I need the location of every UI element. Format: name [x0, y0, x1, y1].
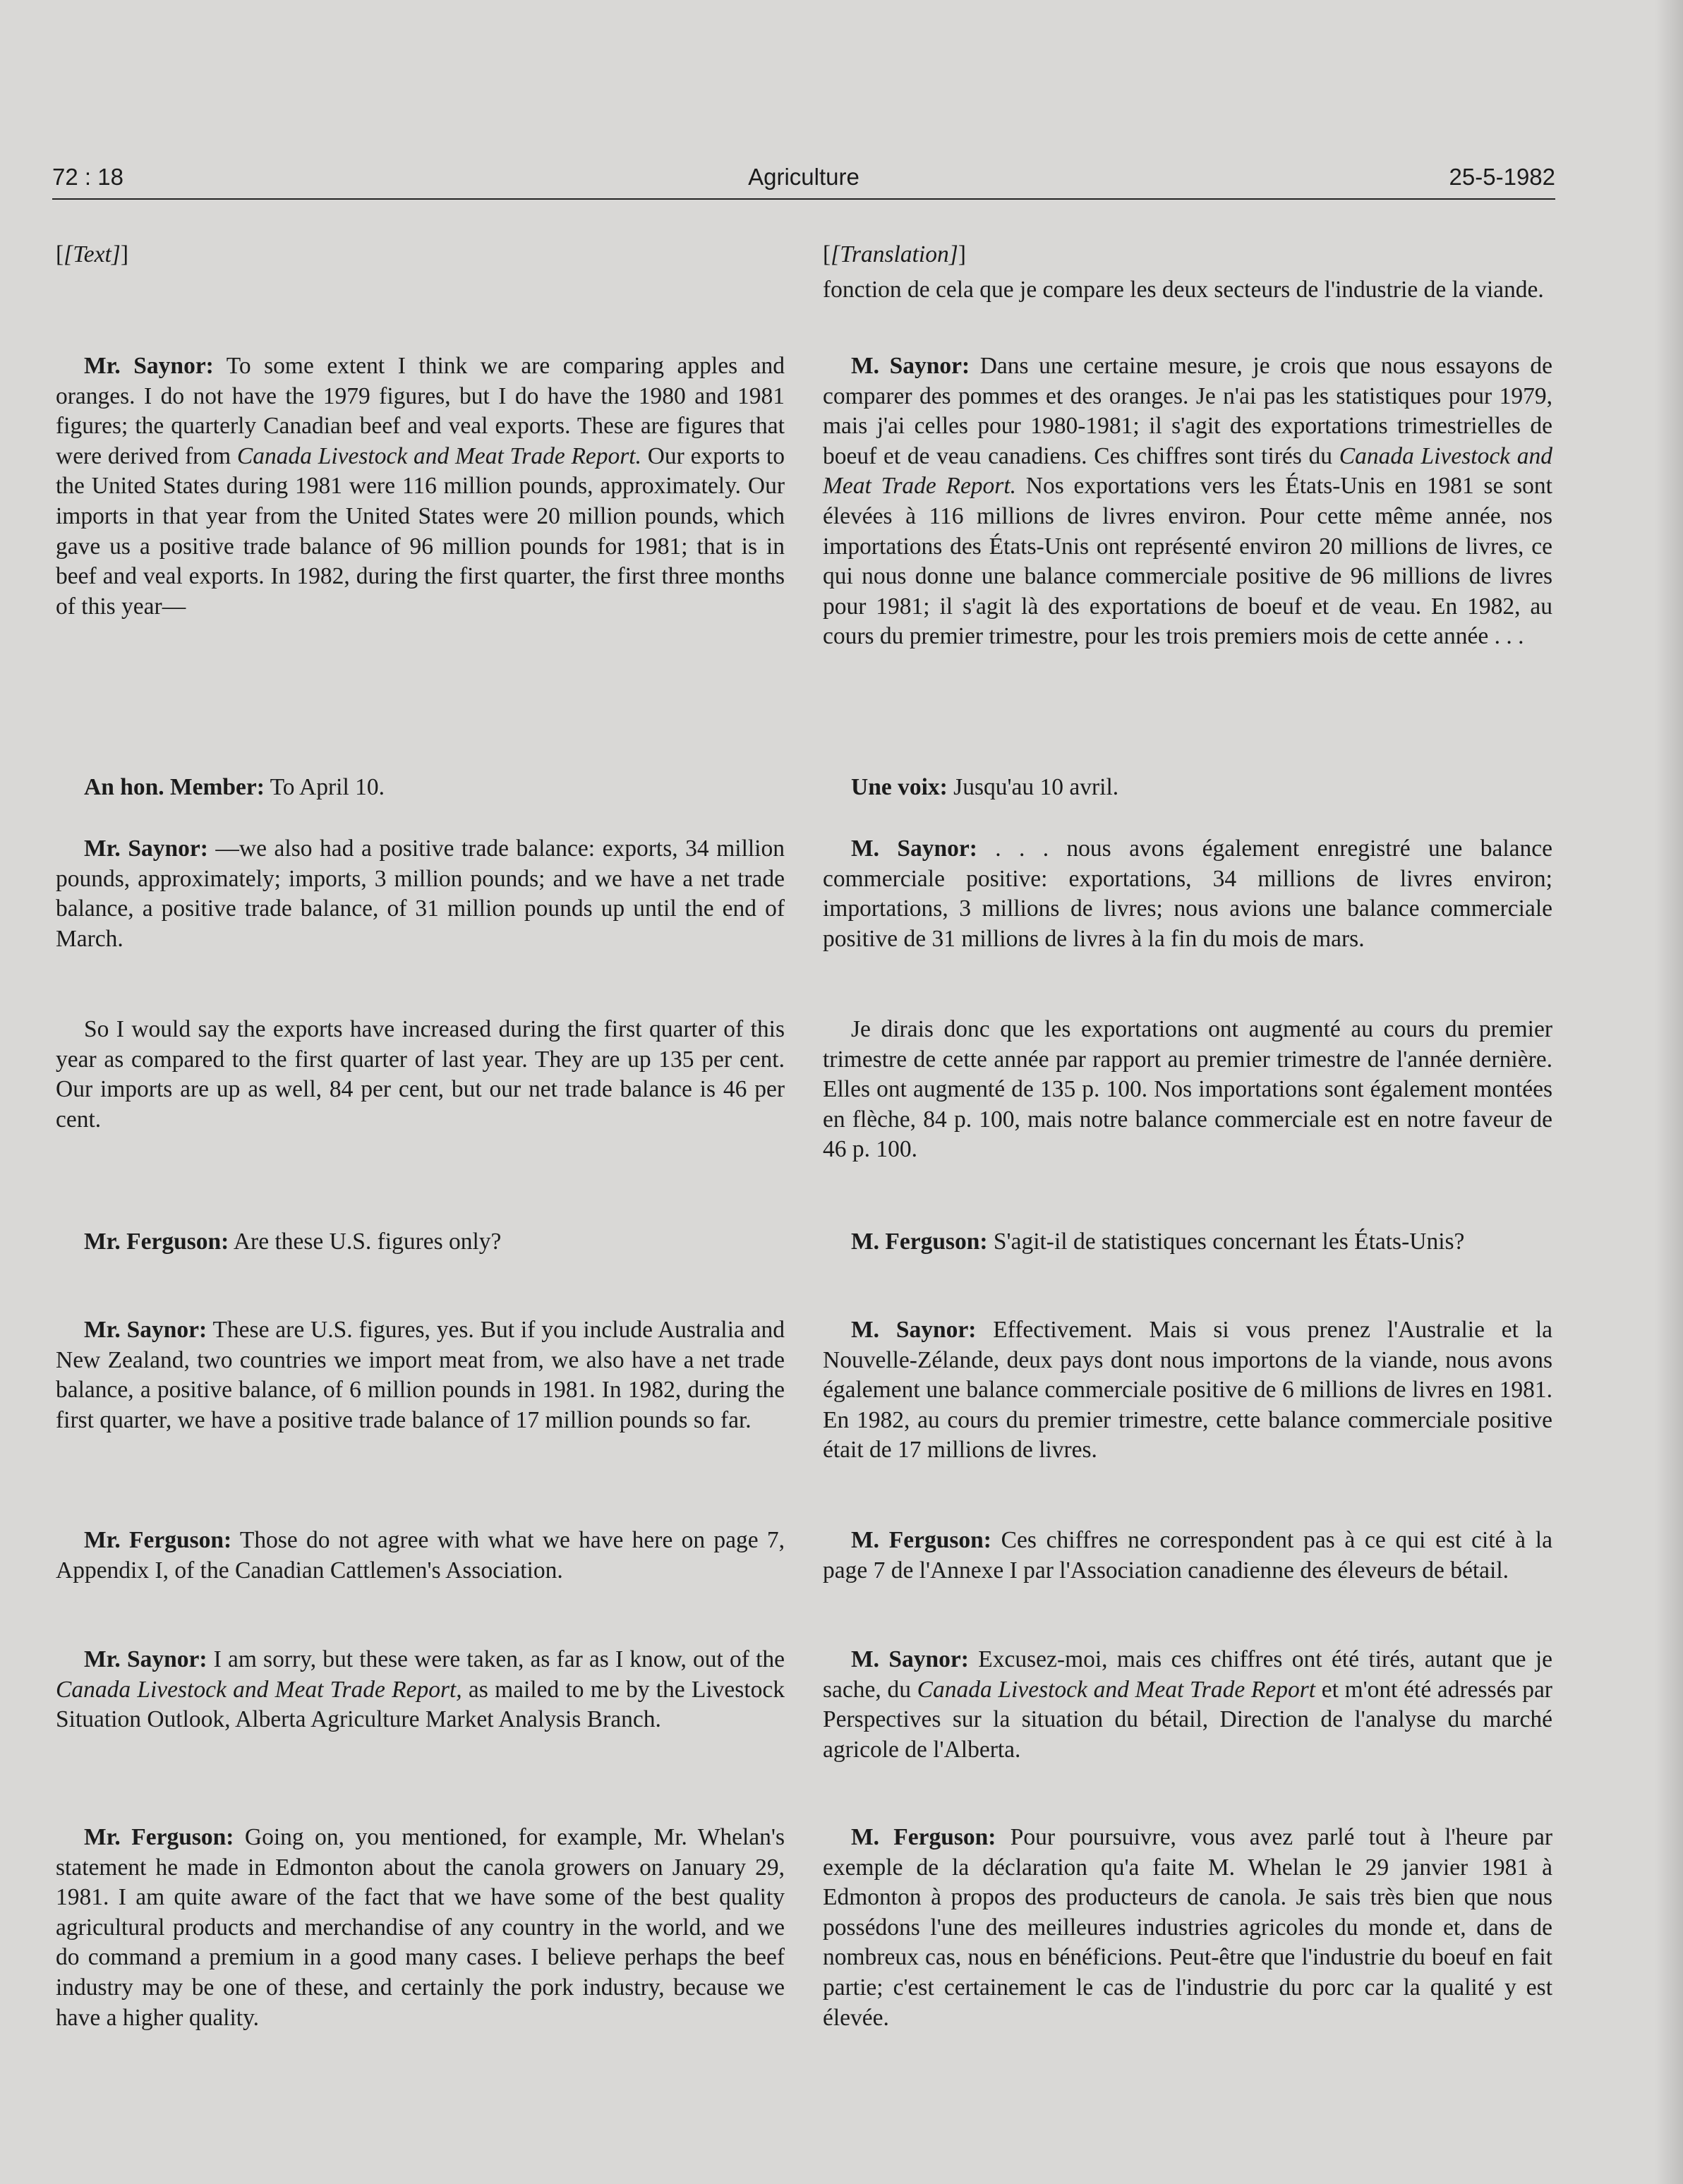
column-label: [[Translation]] [823, 241, 966, 267]
paragraph [823, 773, 1552, 803]
paragraph [56, 1227, 785, 1257]
paragraph-text: Our exports to the United States during 1981 were 116 million pounds, approximately. Our imports in that year from the United States were 20 million pounds, which gave us a positive trade balance of 96 million pounds for 1981; that is in beef and veal exports. In 1982, during the first quarter, the first three months of this year— [56, 442, 785, 620]
speaker: M. Saynor: [851, 835, 977, 862]
speaker: Mr. Ferguson: [84, 1527, 232, 1553]
paragraph-text: fonction de cela que je compare les deux secteurs de l'industrie de la viande. [823, 277, 1544, 303]
paragraph [56, 834, 785, 954]
paragraph [56, 1526, 785, 1586]
paragraph-text: Pour poursuivre, vous avez parlé tout à l'heure par exemple de la déclaration qu'a faite M. Whelan le 29 janvier 1981 à Edmonton à propos des producteurs de canola. Je sais très bien que nous possédons l'une des meilleures industries agricoles du monde et, dans de nombreux cas, nous en bénéficions. Peut-être que l'industrie du boeuf en fait partie; c'est certainement le cas de l'industrie du porc car la qualité y est élevée. [823, 1824, 1552, 2031]
speaker: Une voix: [851, 774, 948, 800]
speaker: M. Ferguson: [851, 1824, 996, 1850]
paragraph-text: Effectivement. Mais si vous prenez l'Australie et la Nouvelle-Zélande, deux pays dont nous importons de la viande, nous avons également une balance commerciale positive de 6 millions de livres en 1981. En 1982, au cours du premier trimestre, cette balance commerciale positive était de 17 millions de livres. [823, 1317, 1552, 1464]
paragraph-text: So I would say the exports have increased during the first quarter of this year as compared to the first quarter of last year. They are up 135 per cent. Our imports are up as well, 84 per cent, but our net trade balance is 46 per cent. [56, 1016, 785, 1133]
paragraph [56, 1315, 785, 1435]
paragraph [823, 1315, 1552, 1466]
paragraph [823, 351, 1552, 652]
speaker: M. Ferguson: [851, 1229, 988, 1255]
paragraph-text: et m'ont été adressés par Perspectives sur la situation du bétail, Direction de l'analyse du marché agricole de l'Alberta. [823, 1676, 1552, 1763]
paragraph-text: Going on, you mentioned, for example, Mr. Whelan's statement he made in Edmonton about the canola growers on January 29, 1981. I am quite aware of the fact that we have some of the best quality agricultural products and merchandise of any country in the world, and we do command a premium in a good many cases. I believe perhaps the beef industry may be one of these, and certainly the pork industry, because we have a higher quality. [56, 1824, 785, 2031]
page-number: 72 : 18 [52, 164, 123, 190]
paragraph [56, 773, 785, 803]
speaker: Mr. Saynor: [84, 835, 208, 862]
column-label-text: [Text] [64, 241, 121, 267]
paragraph-text: To April 10. [264, 774, 385, 800]
header-rule [52, 198, 1555, 200]
paragraph [823, 1015, 1552, 1165]
paragraph-text: Nos exportations vers les États-Unis en 1981 se sont élevées à 116 millions de livres environ. Pour cette même année, nos importations des États-Unis ont représenté environ 20 millions de livres, ce qui nous donne une balance commerciale positive de 96 millions de livres pour 1981; il s'agit là des exportations de boeuf et de veau. En 1982, au cours du premier trimestre, pour les trois premiers mois de cette année . . . [823, 473, 1552, 650]
paragraph [56, 1015, 785, 1135]
column-label-text: [Translation] [831, 241, 958, 267]
publication-title: Canada Livestock and Meat Trade Report [917, 1676, 1316, 1703]
paragraph-text: Jusqu'au 10 avril. [947, 774, 1119, 800]
paragraph [823, 1526, 1552, 1586]
speaker: M. Ferguson: [851, 1527, 991, 1553]
speaker: Mr. Ferguson: [84, 1824, 234, 1850]
paragraph-text: Dans une certaine mesure, je crois que nous essayons de comparer des pommes et des oranges. Je n'ai pas les statistiques pour 1979, mais j'ai celles pour 1980-1981; il s'agit des exportations trimestrielles de boeuf et de veau canadiens. Ces chiffres sont tirés du [823, 353, 1553, 469]
paragraph [823, 1227, 1552, 1257]
paragraph [823, 1823, 1552, 2033]
speaker: An hon. Member: [84, 774, 265, 800]
paragraph-text: To some extent I think we are comparing apples and oranges. I do not have the 1979 figures, but I do have the 1980 and 1981 figures; the quarterly Canadian beef and veal exports. These are figures that were derived from [56, 353, 785, 469]
paragraph-text: Je dirais donc que les exportations ont augmenté au cours du premier trimestre de cette année par rapport au premier trimestre de l'année dernière. Elles ont augmenté de 135 p. 100. Nos importations sont également montées en flèche, 84 p. 100, mais notre balance commerciale est en notre faveur de 46 p. 100. [823, 1016, 1552, 1163]
paragraph [823, 1645, 1552, 1765]
speaker: M. Saynor: [851, 1646, 969, 1672]
paragraph-text: I am sorry, but these were taken, as far as I know, out of the [207, 1646, 785, 1672]
speaker: M. Saynor: [851, 1317, 977, 1343]
speaker: Mr. Saynor: [84, 353, 214, 379]
page-edge-shadow [1655, 0, 1683, 2184]
publication-title: Canada Livestock and Meat Trade Report. [823, 442, 1553, 500]
paragraph-text: Those do not agree with what we have here on page 7, Appendix I, of the Canadian Cattlemen's Association. [56, 1527, 785, 1583]
speaker: M. Saynor: [851, 353, 970, 379]
paragraph-text: These are U.S. figures, yes. But if you include Australia and New Zealand, two countries we import meat from, we also have a net trade balance, a positive balance, of 6 million pounds in 1981. In 1982, during the first quarter, we have a positive trade balance of 17 million pounds so far. [56, 1317, 785, 1433]
paragraph [56, 1645, 785, 1735]
page-header [52, 164, 1555, 199]
speaker: Mr. Saynor: [84, 1317, 207, 1343]
column-label: [[Text]] [56, 241, 128, 267]
running-title: Agriculture [748, 164, 859, 190]
paragraph [823, 834, 1552, 954]
speaker: Mr. Saynor: [84, 1646, 207, 1672]
speaker: Mr. Ferguson: [84, 1229, 229, 1255]
paragraph [823, 275, 1552, 306]
paragraph [56, 1823, 785, 2033]
header-date: 25-5-1982 [1449, 164, 1555, 190]
paragraph-text: . . . nous avons également enregistré une balance commerciale positive: exportations, 34 millions de livres environ; importations, 3 millions de livres; nous avions une balance commerciale positive de 31 millions de livres à la fin du mois de mars. [823, 835, 1553, 952]
paragraph-text: as mailed to me by the Livestock Situation Outlook, Alberta Agriculture Market Analysis Branch. [56, 1676, 785, 1733]
paragraph [56, 351, 785, 622]
paragraph-text: Ces chiffres ne correspondent pas à ce qui est cité à la page 7 de l'Annexe I par l'Association canadienne des éleveurs de bétail. [823, 1527, 1552, 1583]
publication-title: Canada Livestock and Meat Trade Report. [236, 442, 641, 469]
paragraph-text: Excusez-moi, mais ces chiffres ont été tirés, autant que je sache, du [823, 1646, 1553, 1703]
publication-title: Canada Livestock and Meat Trade Report, [56, 1676, 462, 1703]
paragraph-text: S'agit-il de statistiques concernant les États-Unis? [987, 1229, 1465, 1255]
paragraph-text: —we also had a positive trade balance: exports, 34 million pounds, approximately; imports, 3 million pounds; and we have a net trade balance, a positive trade balance, of 31 million pounds up until the end of March. [56, 835, 785, 952]
paragraph-text: Are these U.S. figures only? [229, 1229, 502, 1255]
